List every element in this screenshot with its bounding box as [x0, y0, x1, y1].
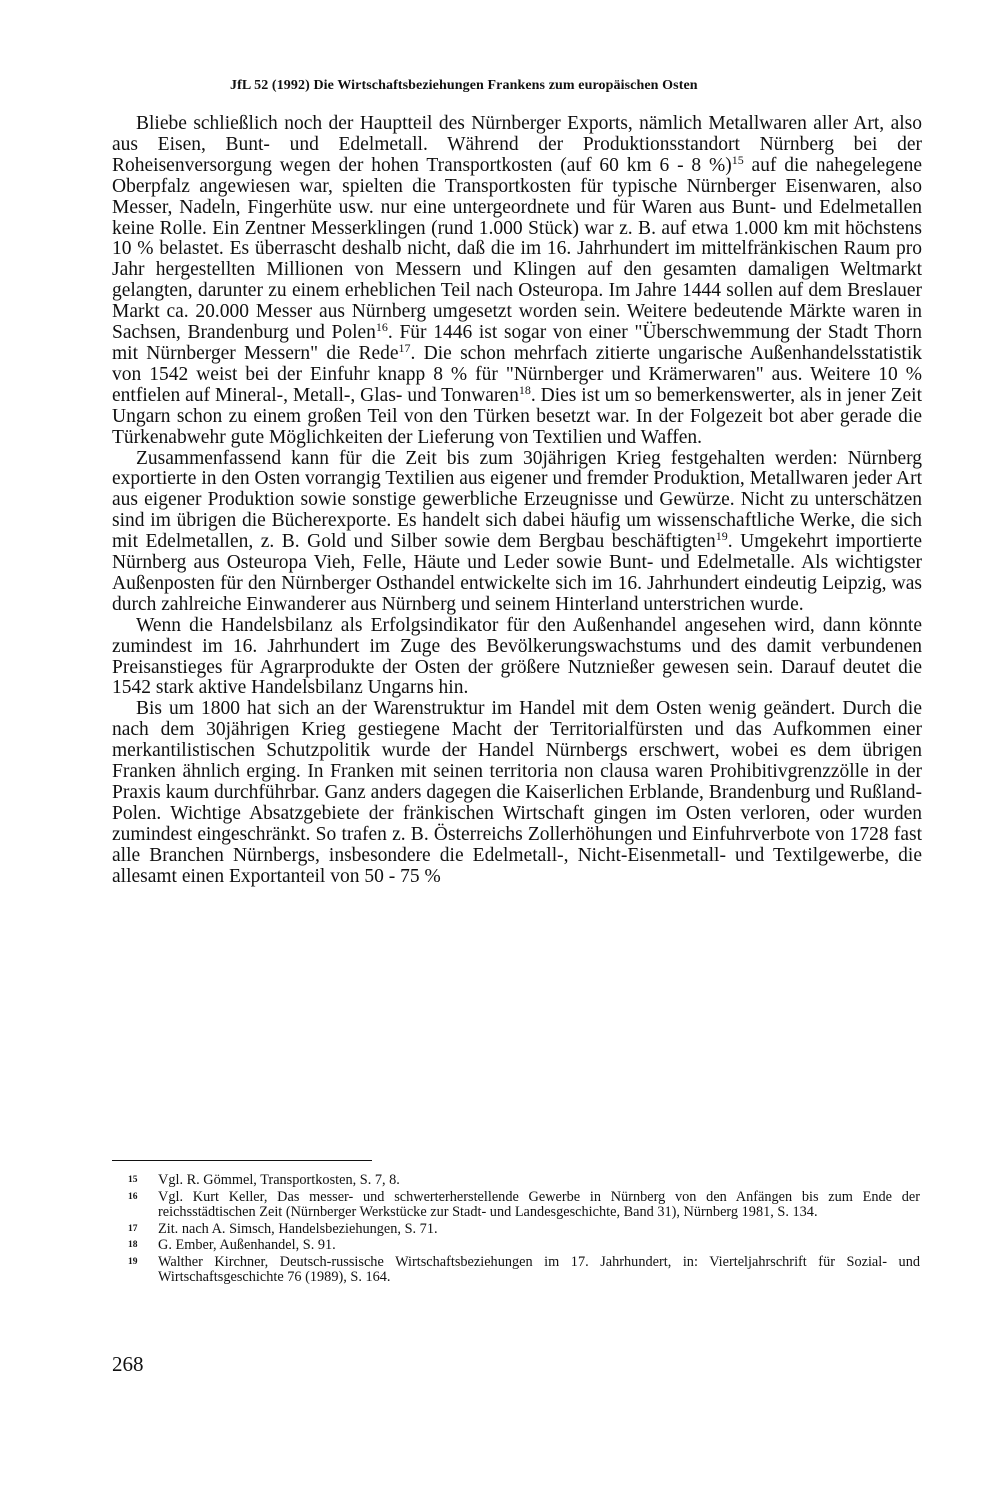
footnote — [128, 1222, 920, 1238]
body-text — [112, 114, 922, 888]
footnote-number: 18 — [128, 1240, 138, 1250]
footnote-number: 19 — [128, 1256, 138, 1267]
footnote-text: Vgl. Kurt Keller, Das messer- und schwerterherstellende Gewerbe in Nürnberg von den Anfängen bis zum Ende der reichsstädtischen Zeit (Nürnberger Werkstücke zur Stadt- und Landesgeschichte, Band 31), Nürnberg 1981, S. 134. — [158, 1188, 920, 1220]
footnote-text: G. Ember, Außenhandel, S. 91. — [158, 1237, 336, 1253]
text-run: Wenn die Handelsbilanz als Erfolgsindikator für den Außenhandel angesehen wird, dann könnte zumindest im 16. Jahrhundert im Zuge des Bevölkerungswachstums und des damit verbundenen Preisanstieges für Agrarprodukte der Osten der größere Nutznießer gewesen sein. Darauf deutet die 1542 stark aktive Handelsbilanz Ungarns hin. — [112, 614, 922, 699]
footnote-reference: 18 — [518, 382, 531, 397]
text-run: Zusammenfassend kann für die Zeit bis zum 30jährigen Krieg festgehalten werden: Nürnberg exportierte in den Osten vorrangig Textilien aus eigener und fremder Produktion, Metallwaren jeder Art aus eigener Produktion sowie sonstige gewerbliche Erzeugnisse und Gewürze. Nicht zu unterschätzen sind im übrigen die Bücherexporte. Es handelt sich dabei häufig um wissenschaftliche Werke, die sich mit Edelmetallen, z. B. Gold und Silber sowie dem Bergbau beschäftigten — [112, 447, 922, 553]
text-run: . Dies ist um so bemerkenswerter, als in jener Zeit Ungarn schon zu einem großen Teil von den Türken besetzt war. In der Folgezeit bot aber gerade die Türkenabwehr gute Möglichkeiten der Lieferung von Textilien und Waffen. — [112, 384, 922, 448]
paragraph — [112, 699, 922, 887]
footnote-number: 17 — [128, 1223, 138, 1234]
footnote-number: 16 — [128, 1191, 138, 1202]
footnote-number: 15 — [128, 1175, 138, 1185]
footnote-text: Zit. nach A. Simsch, Handelsbeziehungen, S. 71. — [158, 1220, 438, 1237]
footnote-reference: 16 — [375, 320, 388, 335]
text-run: auf die nahegelegene Oberpfalz angewiesen war, spielten die Transportkosten für typische Nürnberger Eisenwaren, also Messer, Nadeln, Fingerhüte usw. nur eine untergeordnete und für Waren aus Bunt- und Edelmetallen keine Rolle. Ein Zentner Messerklingen (rund 1.000 Stück) war z. B. auf etwa 1.000 km mit höchstens 10 % belastet. Es überrascht deshalb nicht, daß die im 16. Jahrhundert im mittelfränkischen Raum pro Jahr hergestellten Millionen von Messern und Klingen auf den gesamten damaligen Weltmarkt gelangten, darunter zu einem erheblichen Teil nach Osteuropa. Im Jahre 1444 sollen auf dem Breslauer Markt ca. 20.000 Messer aus Nürnberg umgesetzt worden sein. Weitere bedeutende Märkte waren in Sachsen, Brandenburg und Polen — [112, 154, 922, 344]
footnote-reference: 15 — [731, 152, 744, 167]
text-run: Bliebe schließlich noch der Hauptteil des Nürnberger Exports, nämlich Metallwaren aller Art, also aus Eisen, Bunt- und Edelmetall. Während der Produktionsstandort Nürnberg bei der Roheisenversorgung wegen der hohen Transportkosten (auf 60 km 6 - 8 %) — [112, 113, 922, 176]
text-run: Bis um 1800 hat sich an der Warenstruktur im Handel mit dem Osten wenig geändert. Durch die nach dem 30jährigen Krieg gestiegene Macht der Territorialfürsten und das Aufkommen einer merkantilistischen Schutzpolitik wurde der Handel Nürnbergs erschwert, wobei es dem übrigen Franken ähnlich erging. In Franken mit seinen territoria non clausa waren Prohibitivgrenzzölle in der Praxis kaum durchführbar. Ganz anders dagegen die Kaiserlichen Erblande, Brandenburg und Rußland-Polen. Wichtige Absatzgebiete der fränkischen Wirtschaft gingen im Osten verloren, oder wurden zumindest eingeschränkt. So trafen z. B. Österreichs Zollerhöhungen und Einfuhrverbote von 1728 fast alle Branchen Nürnbergs, insbesondere die Edelmetall-, Nicht-Eisenmetall- und Textilgewerbe, die allesamt einen Exportanteil von 50 - 75 % — [112, 698, 922, 887]
footnote — [128, 1238, 920, 1254]
footnotes — [128, 1173, 920, 1287]
running-head: JfL 52 (1992) Die Wirtschaftsbeziehungen Frankens zum europäischen Osten — [230, 78, 698, 93]
footnote — [128, 1255, 920, 1286]
text-run: . Umgekehrt importierte Nürnberg aus Osteuropa Vieh, Felle, Häute und Leder sowie Bunt- und Edelmetalle. Als wichtigster Außenposten für den Nürnberger Osthandel entwickelte sich im 16. Jahrhundert eindeutig Leipzig, was durch zahlreiche Einwanderer aus Nürnberg und seinem Hinterland unterstrichen wurde. — [112, 531, 923, 615]
paragraph — [112, 616, 922, 700]
paragraph — [112, 114, 922, 449]
footnote — [128, 1190, 920, 1221]
footnote-reference: 17 — [398, 340, 411, 355]
footnote — [128, 1173, 920, 1189]
footnote-text: Walther Kirchner, Deutsch-russische Wirtschaftsbeziehungen im 17. Jahrhundert, in: Vierteljahrschrift für Sozial- und Wirtschaftsgeschichte 76 (1989), S. 164. — [158, 1253, 920, 1285]
page-number: 268 — [112, 1352, 144, 1376]
paragraph — [112, 449, 922, 616]
text-run: . Für 1446 ist sogar von einer "Überschwemmung der Stadt Thorn mit Nürnberger Messern" die Rede — [112, 322, 922, 364]
footnote-text: Vgl. R. Gömmel, Transportkosten, S. 7, 8. — [158, 1172, 400, 1188]
text-run: . Die schon mehrfach zitierte ungarische Außenhandelsstatistik von 1542 weist bei der Einfuhr knapp 8 % für "Nürnberger und Krämerwaren" aus. Weitere 10 % entfielen auf Mineral-, Metall-, Glas- und Tonwaren — [112, 342, 922, 406]
footnote-reference: 19 — [715, 529, 728, 544]
footnote-separator — [112, 1160, 372, 1161]
